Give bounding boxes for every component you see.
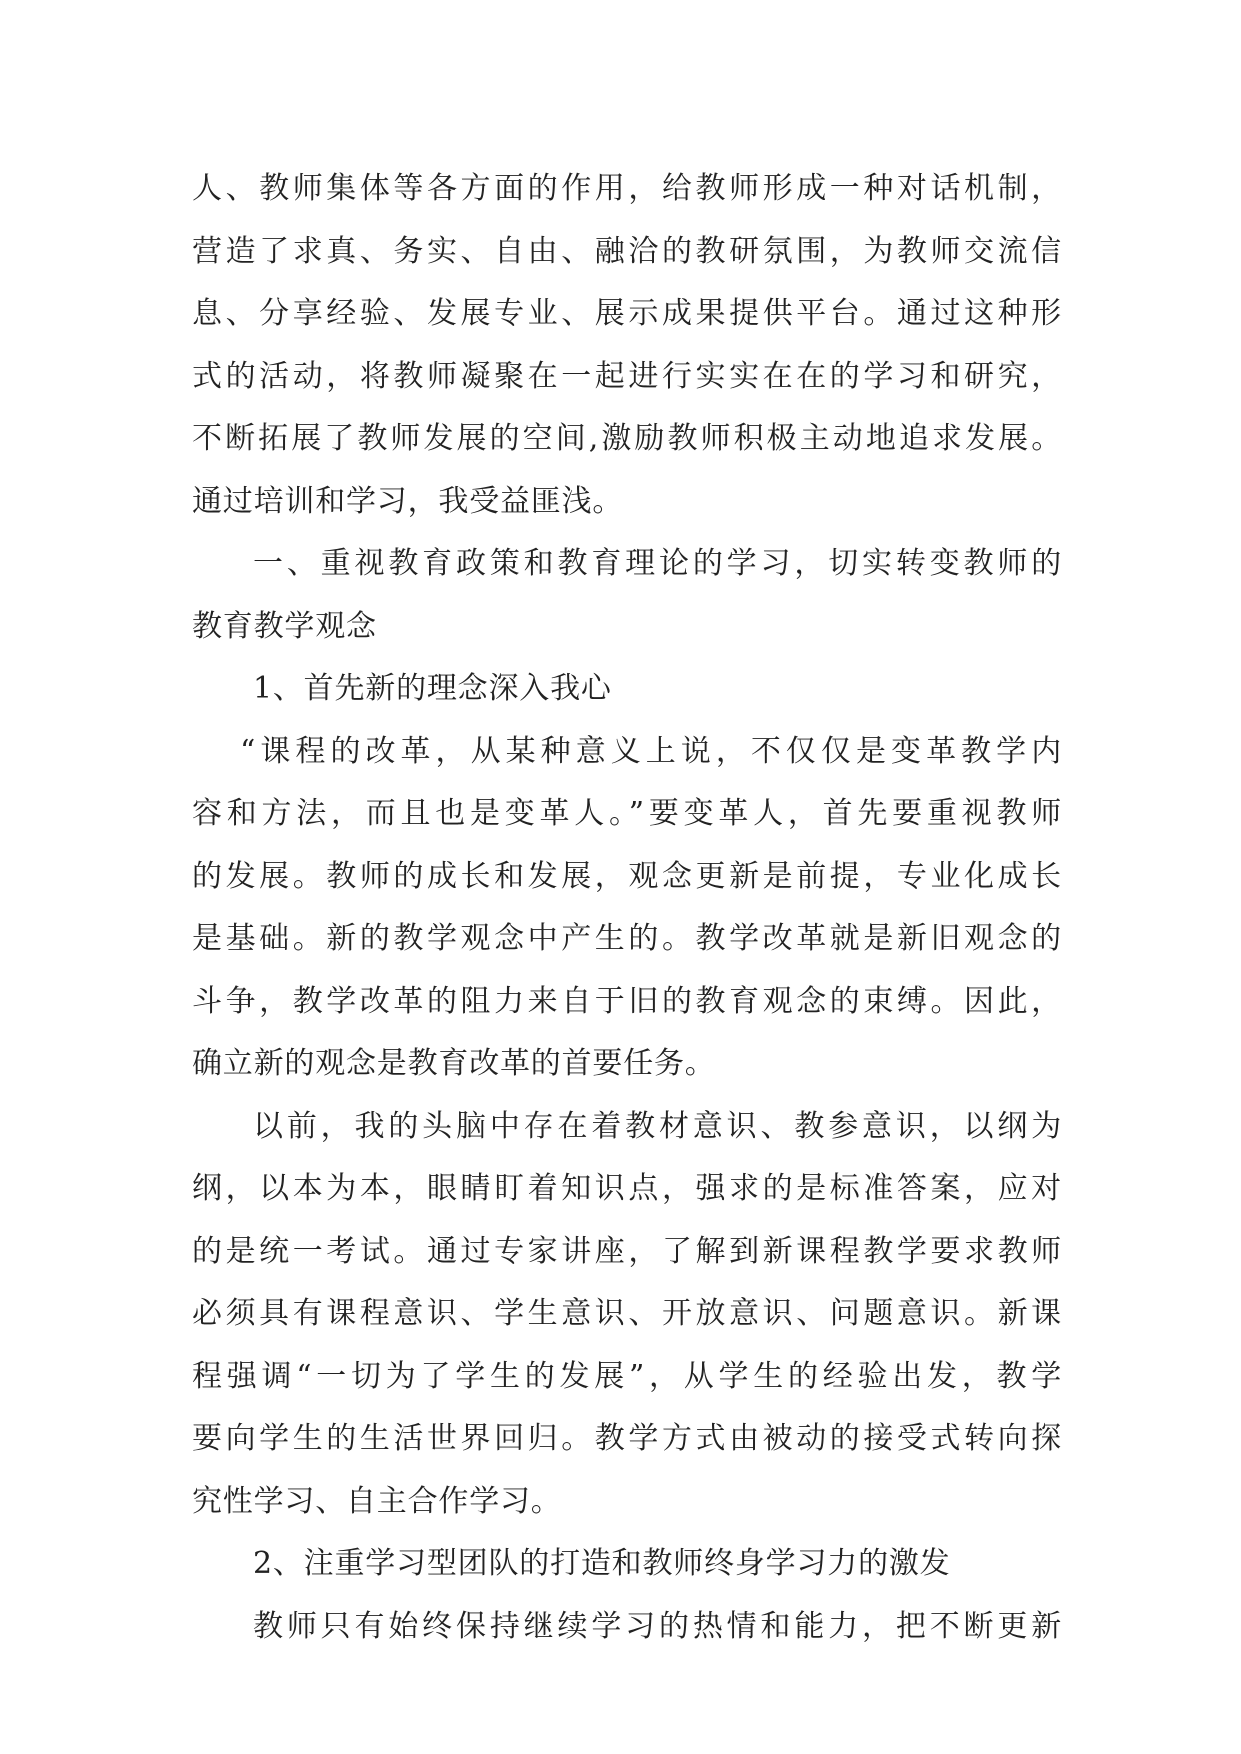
text-line [192, 1408, 1062, 1471]
text-line-content: 要向学生的生活世界回归。教学方式由被动的接受式转向探 [192, 1421, 1062, 1456]
text-line [192, 721, 1062, 784]
text-line-content: 确立新的观念是教育改革的首要任务。 [192, 1046, 716, 1081]
text-line-content: 教师只有始终保持继续学习的热情和能力，把不断更新 [253, 1608, 1062, 1644]
text-line [192, 408, 1062, 471]
text-line-content: 斗争，教学改革的阻力来自于旧的教育观念的束缚。因此， [192, 983, 1062, 1019]
text-line-content: 以前，我的头脑中存在着教材意识、教参意识，以纲为 [253, 1108, 1062, 1144]
text-line [192, 346, 1062, 409]
text-line [192, 1096, 1062, 1159]
text-line [192, 1346, 1062, 1409]
subheading: 1、首先新的理念深入我心 [253, 671, 612, 706]
text-line [192, 783, 1062, 846]
section-heading: 教育教学观念 [192, 608, 377, 644]
text-line [192, 471, 1062, 534]
text-line-content: “课程的改革，从某种意义上说，不仅仅是变革教学内 [240, 733, 1062, 769]
text-line [192, 221, 1062, 284]
subheading: 2、注重学习型团队的打造和教师终身学习力的激发 [253, 1546, 951, 1581]
text-line [192, 158, 1062, 221]
text-line-content: 容和方法，而且也是变革人。”要变革人，首先要重视教师 [192, 796, 1062, 831]
text-line [192, 1596, 1062, 1659]
document-body [192, 158, 1062, 1658]
text-line-content: 是基础。新的教学观念中产生的。教学改革就是新旧观念的 [192, 921, 1062, 956]
text-line-content: 程强调“一切为了学生的发展”，从学生的经验出发，教学 [192, 1358, 1062, 1394]
text-line-content: 究性学习、自主合作学习。 [192, 1483, 562, 1519]
text-line [192, 1283, 1062, 1346]
text-line [192, 971, 1062, 1034]
section-heading-line [192, 533, 1062, 596]
text-line-content: 的发展。教师的成长和发展，观念更新是前提，专业化成长 [192, 858, 1062, 894]
section-heading: 一、重视教育政策和教育理论的学习，切实转变教师的 [253, 546, 1062, 581]
text-line [192, 1221, 1062, 1284]
text-line-content: 的是统一考试。通过专家讲座，了解到新课程教学要求教师 [192, 1233, 1062, 1269]
subheading-line [192, 1533, 1062, 1596]
text-line [192, 846, 1062, 909]
text-line [192, 1158, 1062, 1221]
text-line [192, 1471, 1062, 1534]
section-heading-line [192, 596, 1062, 659]
text-line-content: 不断拓展了教师发展的空间,激励教师积极主动地追求发展。 [192, 421, 1062, 456]
text-line-content: 息、分享经验、发展专业、展示成果提供平台。通过这种形 [192, 296, 1062, 331]
text-line-content: 式的活动，将教师凝聚在一起进行实实在在的学习和研究， [192, 358, 1062, 394]
text-line [192, 283, 1062, 346]
text-line-content: 通过培训和学习，我受益匪浅。 [192, 483, 624, 519]
text-line [192, 908, 1062, 971]
text-line-content: 必须具有课程意识、学生意识、开放意识、问题意识。新课 [192, 1296, 1062, 1331]
text-line [192, 1033, 1062, 1096]
text-line-content: 人、教师集体等各方面的作用，给教师形成一种对话机制， [192, 171, 1062, 206]
text-line-content: 纲，以本为本，眼睛盯着知识点，强求的是标准答案，应对 [192, 1171, 1062, 1206]
subheading-line [192, 658, 1062, 721]
text-line-content: 营造了求真、务实、自由、融洽的教研氛围，为教师交流信 [192, 233, 1062, 269]
